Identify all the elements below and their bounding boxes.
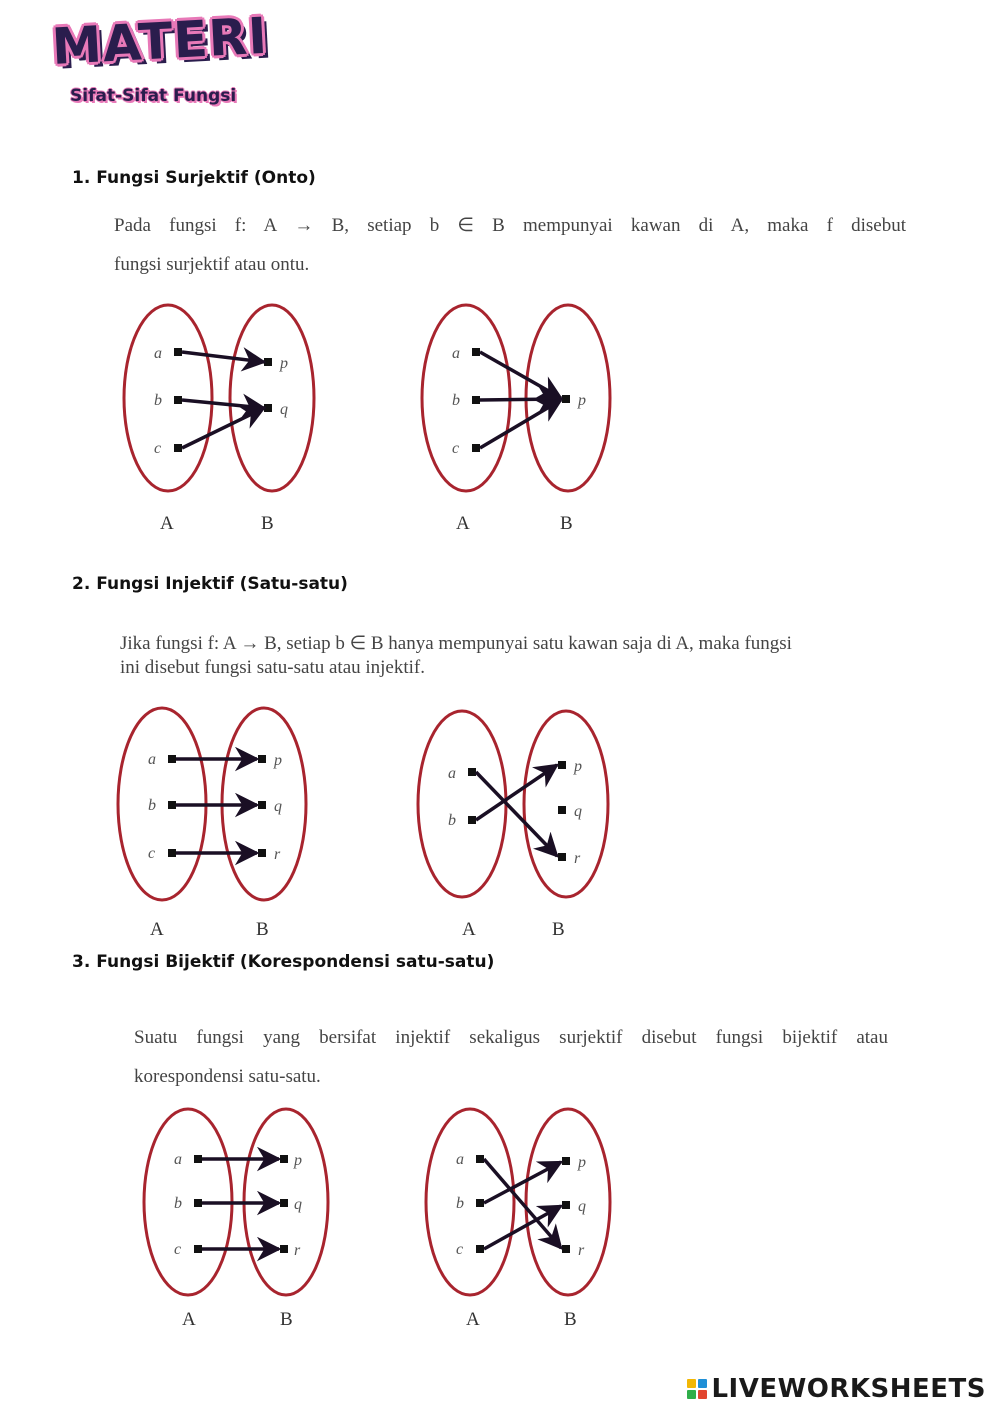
element-label: q bbox=[274, 798, 282, 815]
element-dot bbox=[558, 761, 566, 769]
mapping-arrow bbox=[182, 408, 264, 448]
element-label: p bbox=[280, 355, 288, 372]
element-label: r bbox=[574, 850, 581, 867]
set-b-ellipse bbox=[524, 711, 608, 897]
set-label: A bbox=[466, 1309, 480, 1330]
element-label: r bbox=[274, 846, 281, 863]
element-dot bbox=[558, 853, 566, 861]
element-label: p bbox=[578, 1154, 586, 1171]
element-label: p bbox=[578, 392, 586, 409]
section-2-paragraph bbox=[120, 634, 890, 677]
element-label: q bbox=[578, 1198, 586, 1215]
element-label: a bbox=[456, 1151, 464, 1168]
element-label: a bbox=[448, 765, 456, 782]
element-label: r bbox=[294, 1242, 301, 1259]
element-dot bbox=[472, 396, 480, 404]
element-label: b bbox=[148, 797, 156, 814]
set-a-ellipse bbox=[418, 711, 506, 897]
element-label: b bbox=[154, 392, 162, 409]
section-3-paragraph bbox=[134, 1028, 888, 1086]
set-label: B bbox=[552, 919, 565, 940]
set-label: B bbox=[261, 513, 274, 534]
element-dot bbox=[194, 1199, 202, 1207]
element-label: a bbox=[148, 751, 156, 768]
element-dot bbox=[468, 768, 476, 776]
element-label: c bbox=[452, 440, 460, 457]
element-dot bbox=[562, 1245, 570, 1253]
element-dot bbox=[476, 1245, 484, 1253]
element-label: b bbox=[452, 392, 460, 409]
element-dot bbox=[558, 806, 566, 814]
paragraph-line: fungsi surjektif atau ontu. bbox=[114, 254, 310, 275]
element-dot bbox=[476, 1199, 484, 1207]
mapping-arrow bbox=[484, 1206, 561, 1249]
mapping-arrow bbox=[484, 1159, 561, 1248]
element-label: a bbox=[154, 345, 162, 362]
element-dot bbox=[174, 348, 182, 356]
element-label: b bbox=[456, 1195, 464, 1212]
liveworksheets-icon bbox=[687, 1379, 707, 1399]
mapping-arrow bbox=[480, 399, 561, 400]
element-label: q bbox=[574, 803, 582, 820]
injective-diagram-1 bbox=[118, 708, 306, 940]
element-label: r bbox=[578, 1242, 585, 1259]
element-dot bbox=[562, 395, 570, 403]
element-dot bbox=[264, 358, 272, 366]
element-label: c bbox=[174, 1241, 182, 1258]
element-dot bbox=[280, 1199, 288, 1207]
element-dot bbox=[258, 801, 266, 809]
paragraph-line: Suatu fungsi yang bersifat injektif sekaligus surjektif disebut fungsi bijektif atau bbox=[134, 1027, 888, 1048]
set-label: A bbox=[182, 1309, 196, 1330]
element-dot bbox=[174, 444, 182, 452]
surjective-diagram-1 bbox=[124, 305, 314, 534]
liveworksheets-logo bbox=[687, 1374, 986, 1404]
set-a-ellipse bbox=[426, 1109, 514, 1295]
element-label: c bbox=[456, 1241, 464, 1258]
set-label: A bbox=[462, 919, 476, 940]
element-dot bbox=[168, 755, 176, 763]
set-a-ellipse bbox=[124, 305, 212, 491]
paragraph-line: Pada fungsi f: A → B, setiap b ∈ B mempunyai kawan di A, maka f disebut bbox=[114, 215, 906, 236]
bijective-diagram-2 bbox=[426, 1109, 610, 1330]
mapping-arrow bbox=[182, 400, 264, 408]
element-label: b bbox=[448, 812, 456, 829]
paragraph-line: ini disebut fungsi satu-satu atau injektif. bbox=[120, 657, 426, 678]
element-dot bbox=[264, 404, 272, 412]
element-dot bbox=[562, 1201, 570, 1209]
element-dot bbox=[472, 348, 480, 356]
page-subtitle: Sifat-Sifat Fungsi bbox=[70, 86, 237, 106]
bijective-diagram-1 bbox=[144, 1109, 328, 1330]
element-dot bbox=[468, 816, 476, 824]
mapping-arrow bbox=[182, 352, 264, 362]
element-dot bbox=[562, 1157, 570, 1165]
set-b-ellipse bbox=[230, 305, 314, 491]
set-label: B bbox=[564, 1309, 577, 1330]
element-dot bbox=[168, 849, 176, 857]
surjective-diagram-2 bbox=[422, 305, 610, 534]
element-label: q bbox=[280, 401, 288, 418]
set-label: A bbox=[456, 513, 470, 534]
set-label: A bbox=[150, 919, 164, 940]
mapping-arrow bbox=[484, 1162, 561, 1203]
element-label: p bbox=[294, 1152, 302, 1169]
brand-name: LIVEWORKSHEETS bbox=[711, 1374, 986, 1404]
element-label: a bbox=[452, 345, 460, 362]
mapping-arrow bbox=[476, 772, 557, 856]
element-label: c bbox=[154, 440, 162, 457]
paragraph-line: korespondensi satu-satu. bbox=[134, 1066, 321, 1087]
element-dot bbox=[258, 755, 266, 763]
element-dot bbox=[194, 1245, 202, 1253]
element-dot bbox=[280, 1245, 288, 1253]
element-dot bbox=[280, 1155, 288, 1163]
section-2-heading: 2. Fungsi Injektif (Satu-satu) bbox=[72, 574, 348, 594]
injective-diagram-2 bbox=[418, 711, 608, 940]
element-dot bbox=[476, 1155, 484, 1163]
element-label: c bbox=[148, 845, 156, 862]
set-a-ellipse bbox=[422, 305, 510, 491]
section-3-heading: 3. Fungsi Bijektif (Korespondensi satu-satu) bbox=[72, 952, 495, 972]
paragraph-line: Jika fungsi f: A → B, setiap b ∈ B hanya mempunyai satu kawan saja di A, maka fungsi bbox=[120, 633, 792, 654]
set-label: B bbox=[256, 919, 269, 940]
set-label: B bbox=[560, 513, 573, 534]
element-label: p bbox=[274, 752, 282, 769]
element-label: q bbox=[294, 1196, 302, 1213]
element-dot bbox=[168, 801, 176, 809]
element-label: a bbox=[174, 1151, 182, 1168]
set-label: A bbox=[160, 513, 174, 534]
element-dot bbox=[258, 849, 266, 857]
element-label: b bbox=[174, 1195, 182, 1212]
mapping-arrow bbox=[480, 352, 561, 398]
element-dot bbox=[174, 396, 182, 404]
element-label: p bbox=[574, 758, 582, 775]
element-dot bbox=[472, 444, 480, 452]
page-title: MATERI bbox=[50, 6, 270, 76]
section-1-heading: 1. Fungsi Surjektif (Onto) bbox=[72, 168, 316, 188]
set-label: B bbox=[280, 1309, 293, 1330]
element-dot bbox=[194, 1155, 202, 1163]
mapping-arrow bbox=[480, 400, 561, 448]
